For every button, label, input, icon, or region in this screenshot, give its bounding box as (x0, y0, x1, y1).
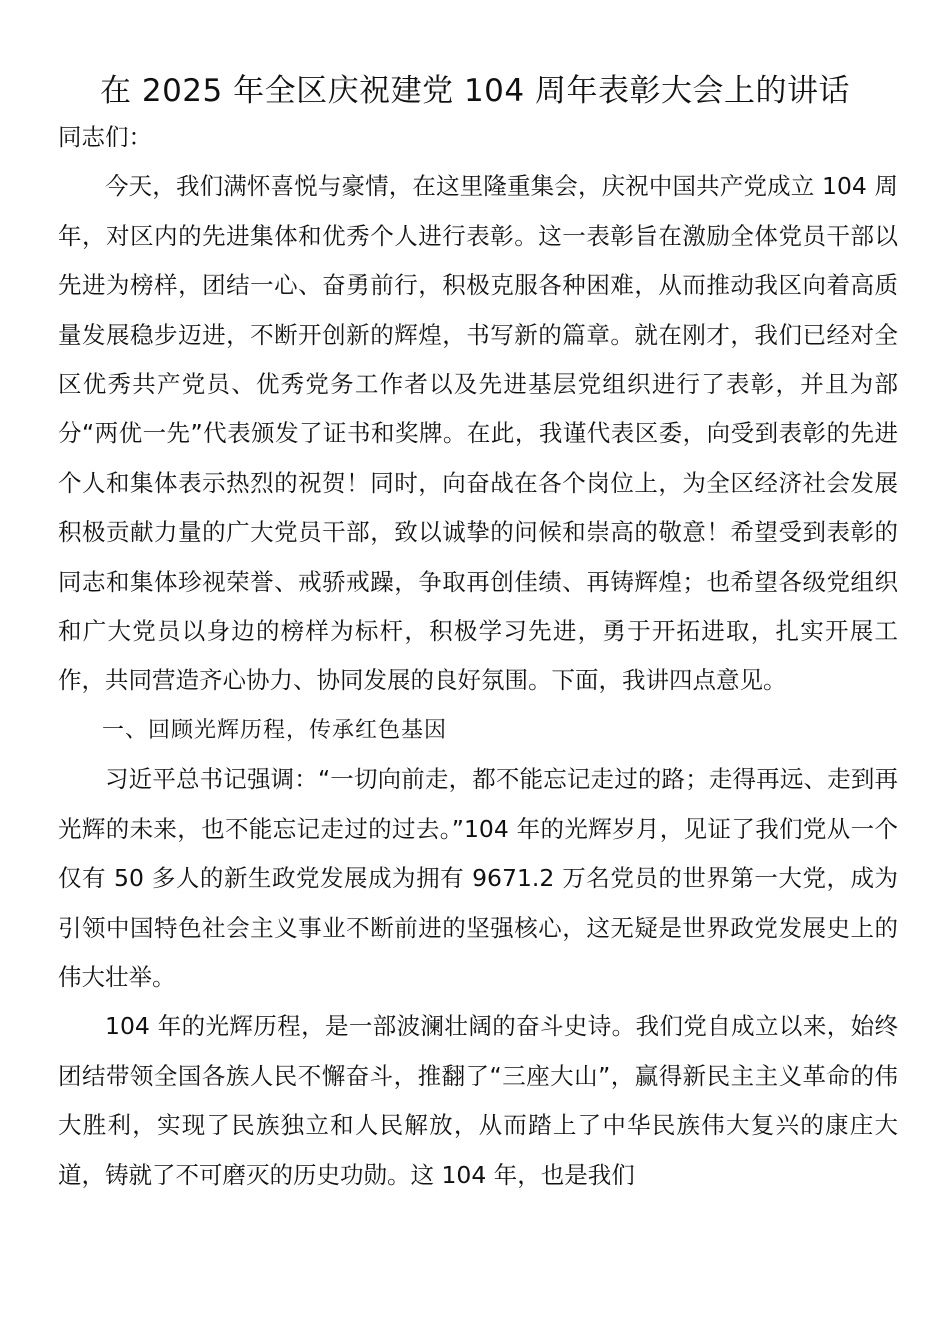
salutation: 同志们： (58, 123, 152, 151)
body-paragraph: 104 年的光辉历程，是一部波澜壮阔的奋斗史诗。我们党自成立以来，始终团结带领全国各族人民不懈奋斗，推翻了“三座大山”，赢得新民主主义革命的伟大胜利，实现了民族独立和人民解放，从而踏上了中华民族伟大复兴的康庄大道，铸就了不可磨灭的历史功勋。这 104 年，也是我们 (58, 1012, 898, 1189)
body-paragraph: 习近平总书记强调：“一切向前走，都不能忘记走过的路；走得再远、走到再光辉的未来，也不能忘记走过的过去。”104 年的光辉岁月，见证了我们党从一个仅有 50 多人的新生政党发展成为拥有 9671.2 万名党员的世界第一大党，成为引领中国特色社会主义事业不断前进的坚强核心，这无疑是世界政党发展史上的伟大壮举。 (58, 765, 898, 991)
document-body (58, 113, 898, 1200)
section-heading: 一、回顾光辉历程，传承红色基因 (102, 717, 448, 743)
body-paragraph: 今天，我们满怀喜悦与豪情，在这里隆重集会，庆祝中国共产党成立 104 周年，对区内的先进集体和优秀个人进行表彰。这一表彰旨在激励全体党员干部以先进为榜样，团结一心、奋勇前行，积极克服各种困难，从而推动我区向着高质量发展稳步迈进，不断开创新的辉煌，书写新的篇章。就在刚才，我们已经对全区优秀共产党员、优秀党务工作者以及先进基层党组织进行了表彰，并且为部分“两优一先”代表颁发了证书和奖牌。在此，我谨代表区委，向受到表彰的先进个人和集体表示热烈的祝贺！同时，向奋战在各个岗位上，为全区经济社会发展积极贡献力量的广大党员干部，致以诚挚的问候和崇高的敬意！希望受到表彰的同志和集体珍视荣誉、戒骄戒躁，争取再创佳绩、再铸辉煌；也希望各级党组织和广大党员以身边的榜样为标杆，积极学习先进，勇于开拓进取，扎实开展工作，共同营造齐心协力、协同发展的良好氛围。下面，我讲四点意见。 (58, 172, 898, 695)
document-title: 在 2025 年全区庆祝建党 104 周年表彰大会上的讲话 (100, 73, 850, 109)
